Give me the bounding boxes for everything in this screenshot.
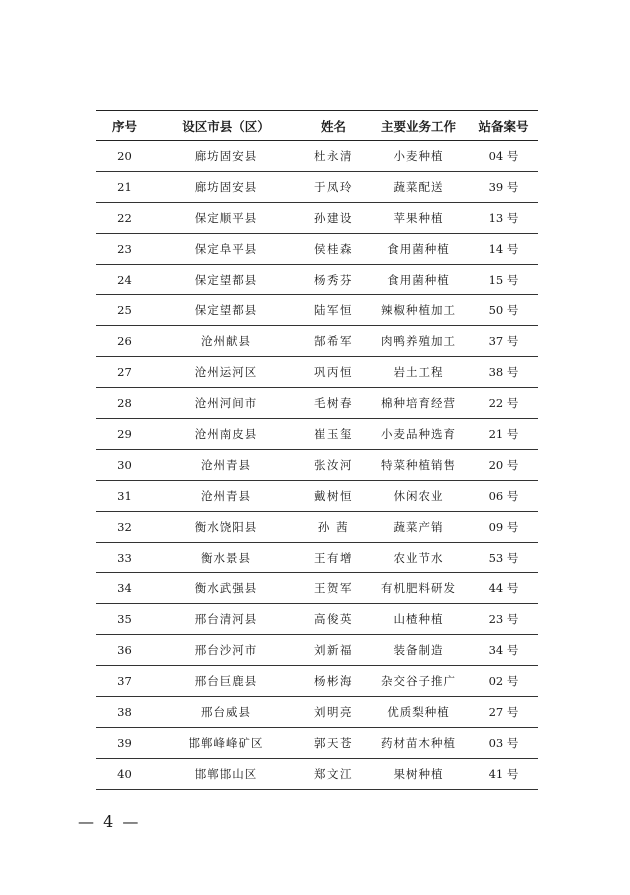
- cell-record-no: 38 号: [488, 365, 519, 380]
- cell-name: 杨秀芬: [314, 272, 353, 287]
- cell-region: 保定阜平县: [194, 241, 258, 256]
- cell-record-no: 04 号: [488, 148, 519, 163]
- cell-seq: 23: [117, 241, 132, 256]
- cell-business: 食用菌种植: [387, 272, 450, 287]
- cell-name: 郑文江: [314, 766, 353, 781]
- cell-region: 保定望都县: [194, 303, 258, 318]
- cell-record-no: 03 号: [488, 735, 519, 750]
- table-row: [96, 511, 538, 542]
- cell-business: 装备制造: [393, 643, 444, 658]
- cell-seq: 24: [117, 272, 132, 287]
- cell-seq: 34: [117, 581, 132, 596]
- cell-business: 棉种培育经营: [381, 396, 456, 411]
- cell-record-no: 50 号: [488, 303, 519, 318]
- cell-name: 毛树春: [314, 396, 353, 411]
- cell-name: 崔玉玺: [314, 426, 353, 441]
- table-row: [96, 202, 538, 233]
- cell-record-no: 21 号: [488, 426, 519, 441]
- cell-record-no: 37 号: [488, 334, 519, 349]
- cell-seq: 32: [117, 519, 132, 534]
- header-region: 设区市县（区）: [182, 118, 270, 134]
- cell-business: 药材苗木种植: [381, 735, 456, 750]
- cell-name: 郜希军: [314, 334, 353, 349]
- cell-region: 邢台沙河市: [194, 643, 258, 658]
- table-body: [96, 141, 538, 790]
- header-business: 主要业务工作: [380, 118, 456, 134]
- cell-name: 孙建设: [314, 210, 353, 225]
- cell-region: 衡水饶阳县: [194, 519, 258, 534]
- cell-record-no: 53 号: [488, 550, 519, 565]
- cell-seq: 28: [117, 396, 132, 411]
- cell-seq: 39: [117, 735, 132, 750]
- table-row: [96, 480, 538, 511]
- cell-name: 郭天苍: [314, 735, 353, 750]
- cell-seq: 21: [117, 179, 132, 194]
- cell-region: 保定顺平县: [194, 210, 258, 225]
- cell-record-no: 27 号: [488, 704, 519, 719]
- cell-region: 邯郸峰峰矿区: [188, 735, 264, 750]
- header-seq: 序号: [111, 118, 137, 134]
- cell-record-no: 06 号: [488, 488, 519, 503]
- cell-record-no: 02 号: [488, 674, 519, 689]
- cell-record-no: 14 号: [488, 241, 519, 256]
- cell-seq: 33: [117, 550, 132, 565]
- cell-business: 蔬菜产销: [393, 519, 444, 534]
- cell-region: 沧州青县: [201, 488, 251, 503]
- cell-business: 果树种植: [393, 766, 444, 781]
- cell-record-no: 15 号: [488, 272, 519, 287]
- table-row: [96, 758, 538, 789]
- table-row: [96, 573, 538, 604]
- cell-business: 农业节水: [393, 550, 444, 565]
- header-row: [96, 111, 538, 141]
- cell-region: 邢台巨鹿县: [194, 674, 258, 689]
- cell-business: 小麦种植: [393, 148, 444, 163]
- table-row: [96, 542, 538, 573]
- cell-name: 戴树恒: [314, 488, 353, 503]
- page-number: — 4 —: [78, 812, 141, 831]
- cell-name: 刘新福: [314, 643, 353, 658]
- cell-name: 巩丙恒: [314, 365, 353, 380]
- cell-seq: 29: [117, 426, 132, 441]
- cell-record-no: 23 号: [488, 612, 519, 627]
- cell-record-no: 20 号: [488, 457, 519, 472]
- table-row: [96, 666, 538, 697]
- cell-seq: 30: [117, 457, 132, 472]
- cell-business: 岩土工程: [393, 365, 444, 380]
- header-record-no: 站备案号: [478, 118, 529, 134]
- cell-region: 保定望都县: [194, 272, 258, 287]
- cell-seq: 20: [117, 148, 132, 163]
- cell-region: 衡水武强县: [194, 581, 258, 596]
- cell-business: 有机肥料研发: [381, 581, 456, 596]
- table-row: [96, 233, 538, 264]
- cell-region: 沧州献县: [201, 334, 251, 349]
- table-row: [96, 171, 538, 202]
- cell-business: 杂交谷子推广: [381, 674, 456, 689]
- cell-region: 邯郸邯山区: [194, 766, 258, 781]
- cell-record-no: 34 号: [488, 643, 519, 658]
- table-row: [96, 357, 538, 388]
- cell-seq: 37: [117, 674, 132, 689]
- cell-record-no: 13 号: [488, 210, 519, 225]
- cell-name: 陆军恒: [314, 303, 353, 318]
- roster-table: [96, 110, 538, 790]
- cell-name: 刘明亮: [314, 704, 353, 719]
- cell-name: 杜永清: [314, 148, 353, 163]
- cell-seq: 25: [117, 303, 132, 318]
- cell-seq: 22: [117, 210, 132, 225]
- cell-business: 辣椒种植加工: [381, 303, 456, 318]
- cell-name: 侯桂森: [314, 241, 353, 256]
- cell-record-no: 09 号: [488, 519, 519, 534]
- cell-business: 优质梨种植: [387, 704, 450, 719]
- table-header: [96, 111, 538, 141]
- cell-region: 沧州运河区: [194, 365, 258, 380]
- cell-region: 衡水景县: [201, 550, 251, 565]
- cell-region: 沧州南皮县: [194, 426, 258, 441]
- cell-name: 孙 茜: [317, 519, 350, 534]
- cell-region: 廊坊固安县: [194, 179, 258, 194]
- cell-business: 小麦品种选育: [381, 426, 456, 441]
- cell-business: 食用菌种植: [387, 241, 450, 256]
- table-row: [96, 604, 538, 635]
- table-row: [96, 635, 538, 666]
- cell-seq: 26: [117, 334, 132, 349]
- table-row: [96, 388, 538, 419]
- cell-business: 休闲农业: [393, 488, 444, 503]
- cell-name: 张汝河: [314, 457, 353, 472]
- cell-business: 蔬菜配送: [393, 179, 444, 194]
- cell-record-no: 22 号: [488, 396, 519, 411]
- cell-name: 于凤玲: [314, 179, 353, 194]
- table-row: [96, 419, 538, 450]
- table-row: [96, 449, 538, 480]
- table-row: [96, 295, 538, 326]
- cell-region: 邢台清河县: [194, 612, 258, 627]
- table-row: [96, 727, 538, 758]
- cell-seq: 40: [117, 766, 132, 781]
- cell-seq: 31: [117, 488, 132, 503]
- cell-record-no: 44 号: [488, 581, 519, 596]
- cell-name: 高俊英: [314, 612, 353, 627]
- cell-seq: 38: [117, 704, 132, 719]
- header-name: 姓名: [320, 118, 346, 134]
- cell-business: 山楂种植: [393, 612, 444, 627]
- cell-business: 苹果种植: [393, 210, 444, 225]
- cell-region: 沧州青县: [201, 457, 251, 472]
- cell-seq: 27: [117, 365, 132, 380]
- cell-business: 特菜种植销售: [381, 457, 456, 472]
- cell-name: 王贺军: [314, 581, 353, 596]
- table-row: [96, 264, 538, 295]
- cell-region: 沧州河间市: [194, 396, 258, 411]
- table-row: [96, 141, 538, 172]
- cell-region: 邢台威县: [201, 704, 251, 719]
- cell-name: 杨彬海: [314, 674, 353, 689]
- cell-record-no: 39 号: [488, 179, 519, 194]
- cell-seq: 36: [117, 643, 132, 658]
- cell-record-no: 41 号: [488, 766, 519, 781]
- cell-region: 廊坊固安县: [194, 148, 258, 163]
- cell-name: 王有增: [314, 550, 353, 565]
- cell-seq: 35: [117, 612, 132, 627]
- table-row: [96, 326, 538, 357]
- cell-business: 肉鸭养殖加工: [381, 334, 456, 349]
- table-row: [96, 697, 538, 728]
